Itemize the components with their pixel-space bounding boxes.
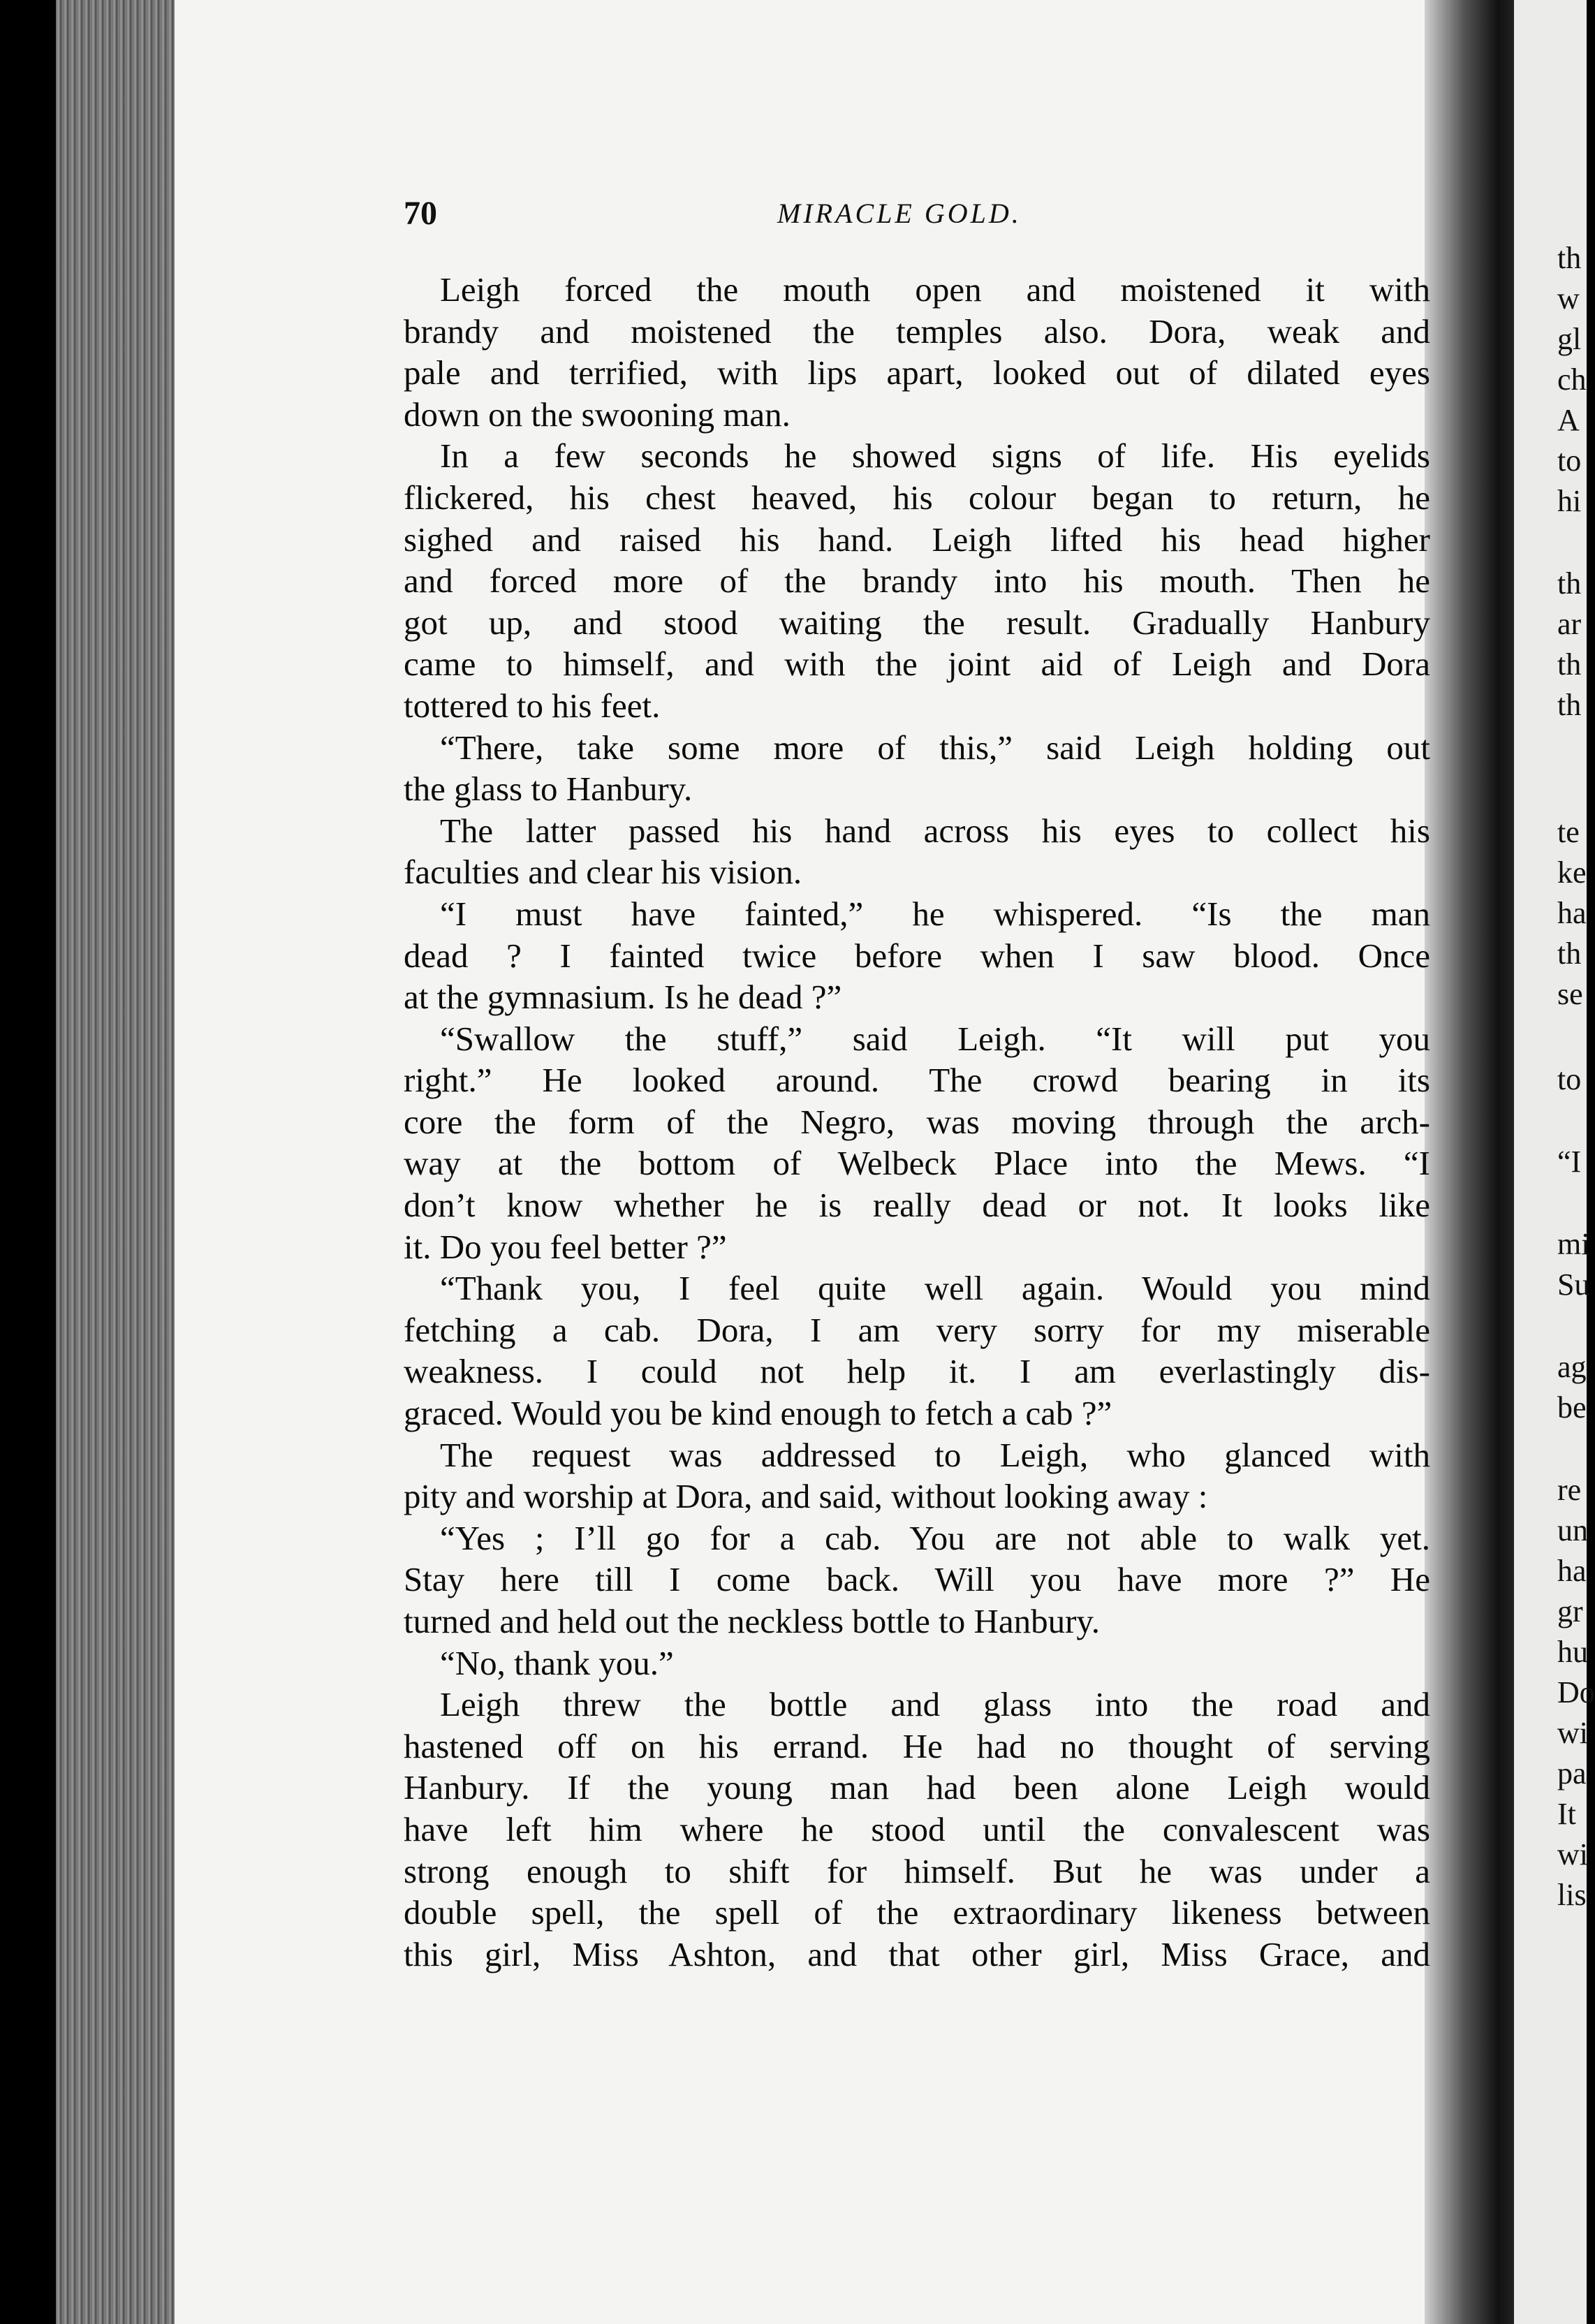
facing-page-fragment: th bbox=[1557, 241, 1582, 275]
text-line: In a few seconds he showed signs of life. His eyelids bbox=[440, 436, 1430, 476]
text-line: tottered to his feet. bbox=[404, 686, 661, 725]
text-line: right.” He looked around. The crowd bearing in its bbox=[404, 1061, 1430, 1100]
text-line: “There, take some more of this,” said Leigh holding out bbox=[440, 728, 1430, 767]
text-line: got up, and stood waiting the result. Gradually Hanbury bbox=[404, 603, 1430, 642]
text-line: flickered, his chest heaved, his colour began to return, he bbox=[404, 478, 1430, 517]
facing-page-fragment: Su bbox=[1557, 1267, 1590, 1302]
facing-page-fragment: th bbox=[1557, 688, 1582, 722]
facing-page-fragment: th bbox=[1557, 936, 1582, 971]
text-line: The latter passed his hand across his eyes to collect his bbox=[440, 811, 1430, 850]
text-line: The request was addressed to Leigh, who glanced with bbox=[440, 1435, 1430, 1474]
facing-page-fragment: wi bbox=[1557, 1837, 1588, 1871]
text-line: don’t know whether he is really dead or not. It looks like bbox=[404, 1186, 1430, 1225]
text-line: Leigh forced the mouth open and moistened it with bbox=[440, 270, 1430, 309]
text-line: core the form of the Negro, was moving through the arch- bbox=[404, 1102, 1430, 1141]
facing-page-fragment: ke bbox=[1557, 855, 1587, 890]
facing-page-fragment: se bbox=[1557, 977, 1583, 1011]
text-line: down on the swooning man. bbox=[404, 395, 791, 434]
text-line: the glass to Hanbury. bbox=[404, 770, 693, 809]
text-line: “Yes ; I’ll go for a cab. You are not able to walk yet. bbox=[440, 1518, 1430, 1557]
text-line: this girl, Miss Ashton, and that other girl, Miss Grace, and bbox=[404, 1934, 1430, 1973]
facing-page-fragment: th bbox=[1557, 647, 1582, 682]
page-header bbox=[404, 194, 1430, 243]
text-line: fetching a cab. Dora, I am very sorry for my miserable bbox=[404, 1310, 1430, 1349]
facing-page-fragment: ch bbox=[1557, 362, 1587, 397]
text-line: double spell, the spell of the extraordinary likeness between bbox=[404, 1893, 1430, 1932]
facing-page-fragment: be bbox=[1557, 1390, 1587, 1425]
facing-page-fragment: It bbox=[1557, 1797, 1576, 1831]
facing-page-fragment: gl bbox=[1557, 322, 1582, 356]
facing-page-fragment: to bbox=[1557, 443, 1582, 478]
text-line: at the gymnasium. Is he dead ?” bbox=[404, 978, 842, 1017]
text-line: Leigh threw the bottle and glass into the road and bbox=[440, 1685, 1430, 1724]
running-title: MIRACLE GOLD. bbox=[777, 198, 1022, 229]
body-text bbox=[404, 269, 1430, 1975]
text-line: “Thank you, I feel quite well again. Would you mind bbox=[440, 1269, 1430, 1308]
facing-page-fragment: ha bbox=[1557, 1554, 1587, 1588]
text-line: Stay here till I come back. Will you have more ?” He bbox=[404, 1560, 1430, 1599]
facing-page-fragment: un bbox=[1557, 1513, 1588, 1547]
text-line: have left him where he stood until the convalescent was bbox=[404, 1809, 1430, 1848]
facing-page-fragment: te bbox=[1557, 815, 1580, 849]
text-line: way at the bottom of Welbeck Place into the Mews. “I bbox=[404, 1144, 1430, 1183]
text-line: “Swallow the stuff,” said Leigh. “It will put you bbox=[440, 1019, 1430, 1058]
text-line: Hanbury. If the young man had been alone Leigh would bbox=[404, 1768, 1430, 1807]
facing-page-fragment: w bbox=[1557, 281, 1580, 316]
facing-page-fragment: hu bbox=[1557, 1635, 1588, 1669]
text-line: “I must have fainted,” he whispered. “Is the man bbox=[440, 894, 1430, 933]
facing-page-fragment: A bbox=[1557, 403, 1580, 437]
facing-page-fragment: mi bbox=[1557, 1227, 1590, 1261]
facing-page-fragment: to bbox=[1557, 1062, 1582, 1096]
page-stack-edges bbox=[56, 0, 182, 2324]
text-line: “No, thank you.” bbox=[440, 1643, 674, 1682]
text-line: it. Do you feel better ?” bbox=[404, 1227, 727, 1266]
text-line: weakness. I could not help it. I am everlastingly dis- bbox=[404, 1352, 1430, 1391]
facing-page-fragment: pa bbox=[1557, 1756, 1587, 1790]
text-line: pity and worship at Dora, and said, without looking away : bbox=[404, 1477, 1208, 1516]
text-line: came to himself, and with the joint aid of Leigh and Dora bbox=[404, 645, 1430, 684]
facing-page-fragment: gr bbox=[1557, 1594, 1583, 1628]
facing-page-fragment: ag bbox=[1557, 1350, 1587, 1384]
text-line: dead ? I fainted twice before when I saw blood. Once bbox=[404, 936, 1430, 975]
text-line: hastened off on his errand. He had no thought of serving bbox=[404, 1726, 1430, 1765]
text-line: pale and terrified, with lips apart, looked out of dilated eyes bbox=[404, 353, 1430, 392]
text-line: brandy and moistened the temples also. Dora, weak and bbox=[404, 311, 1430, 351]
binding-gutter bbox=[1425, 0, 1522, 2324]
text-line: turned and held out the neckless bottle to Hanbury. bbox=[404, 1602, 1100, 1640]
text-line: strong enough to shift for himself. But he was under a bbox=[404, 1851, 1430, 1890]
text-line: graced. Would you be kind enough to fetch a cab ?” bbox=[404, 1394, 1112, 1433]
text-line: faculties and clear his vision. bbox=[404, 853, 802, 892]
text-line: and forced more of the brandy into his mouth. Then he bbox=[404, 561, 1430, 601]
facing-page-fragment: lis bbox=[1557, 1878, 1587, 1912]
facing-page-fragment: re bbox=[1557, 1473, 1582, 1507]
facing-page-edge bbox=[1514, 0, 1595, 2324]
facing-page-fragment: hi bbox=[1557, 484, 1582, 518]
facing-page-fragment: “I bbox=[1557, 1145, 1582, 1179]
text-line: sighed and raised his hand. Leigh lifted his head higher bbox=[404, 520, 1430, 559]
page-number: 70 bbox=[404, 195, 437, 232]
facing-page-fragment: th bbox=[1557, 566, 1582, 601]
facing-page-fragment: Do bbox=[1557, 1675, 1595, 1709]
facing-page-fragment: wi bbox=[1557, 1716, 1588, 1750]
facing-page-fragment: ha bbox=[1557, 896, 1587, 930]
facing-page-fragment: ar bbox=[1557, 607, 1582, 641]
